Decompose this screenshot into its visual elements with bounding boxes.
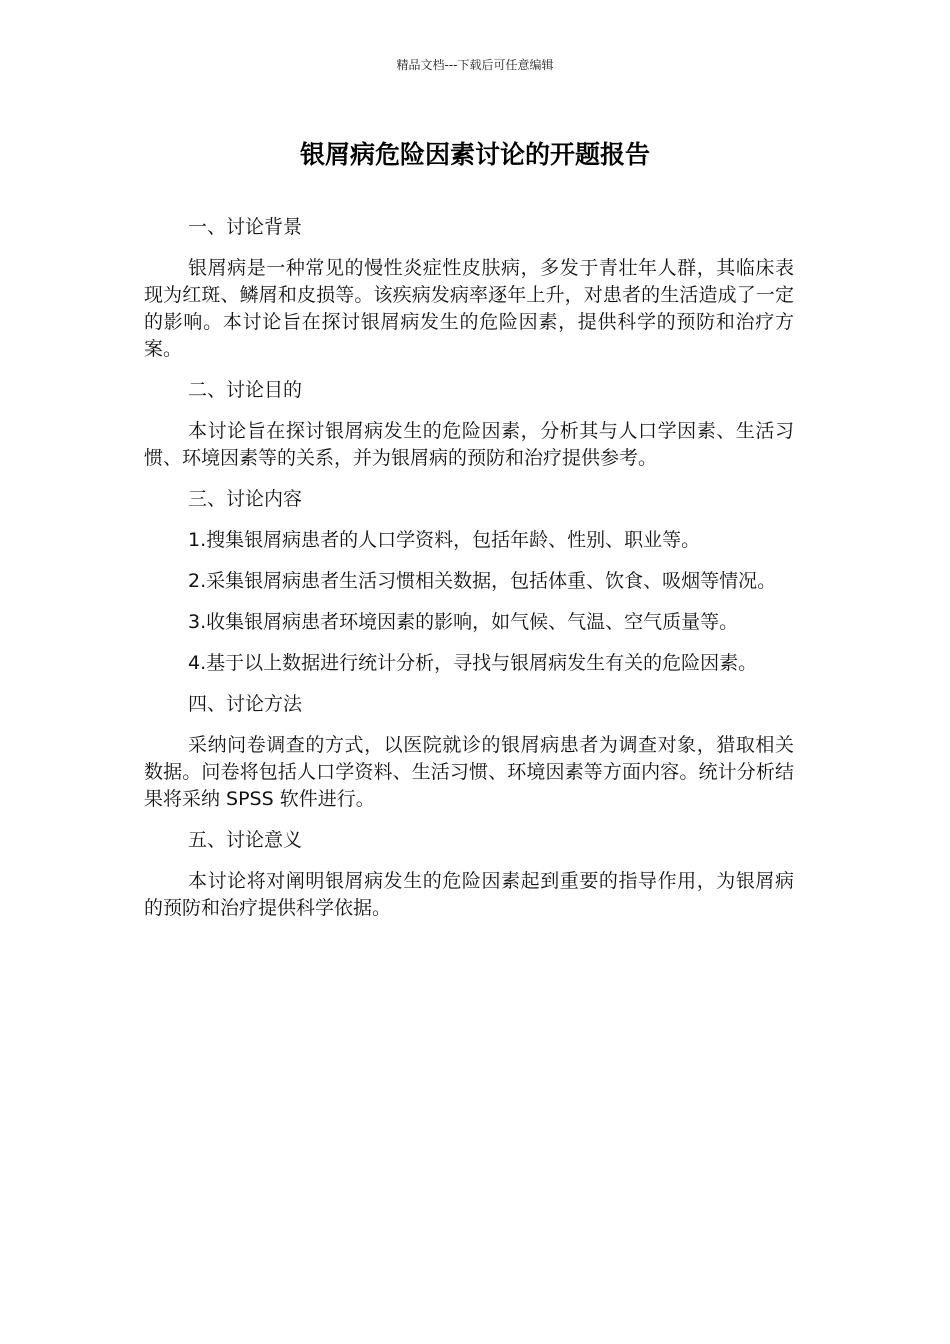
document-title: 银屑病危险因素讨论的开题报告 [299, 140, 650, 169]
content-item-1: 1.搜集银屑病患者的人口学资料，包括年龄、性别、职业等。 [188, 529, 701, 551]
section-heading-method: 四、讨论方法 [188, 693, 303, 715]
content-item-3: 3.收集银屑病患者环境因素的影响，如气候、气温、空气质量等。 [188, 611, 739, 633]
document-body [144, 214, 794, 936]
section-heading-content: 三、讨论内容 [188, 488, 303, 510]
section-heading-significance: 五、讨论意义 [188, 829, 303, 851]
page-header-note: 精品文档---下载后可任意编辑 [396, 58, 554, 72]
significance-paragraph: 本讨论将对阐明银屑病发生的危险因素起到重要的指导作用，为银屑病的预防和治疗提供科学依据。 [144, 870, 794, 919]
background-paragraph: 银屑病是一种常见的慢性炎症性皮肤病，多发于青壮年人群，其临床表现为红斑、鳞屑和皮损等。该疾病发病率逐年上升，对患者的生活造成了一定的影响。本讨论旨在探讨银屑病发生的危险因素，提供科学的预防和治疗方案。 [144, 257, 794, 360]
method-paragraph: 采纳问卷调查的方式，以医院就诊的银屑病患者为调查对象，猎取相关数据。问卷将包括人口学资料、生活习惯、环境因素等方面内容。统计分析结果将采纳 SPSS 软件进行。 [144, 734, 794, 810]
section-heading-purpose: 二、讨论目的 [188, 379, 303, 401]
section-heading-background: 一、讨论背景 [188, 216, 303, 238]
content-item-4: 4.基于以上数据进行统计分析，寻找与银屑病发生有关的危险因素。 [188, 652, 758, 674]
purpose-paragraph: 本讨论旨在探讨银屑病发生的危险因素，分析其与人口学因素、生活习惯、环境因素等的关系，并为银屑病的预防和治疗提供参考。 [144, 420, 794, 469]
content-item-2: 2.采集银屑病患者生活习惯相关数据，包括体重、饮食、吸烟等情况。 [188, 570, 777, 592]
